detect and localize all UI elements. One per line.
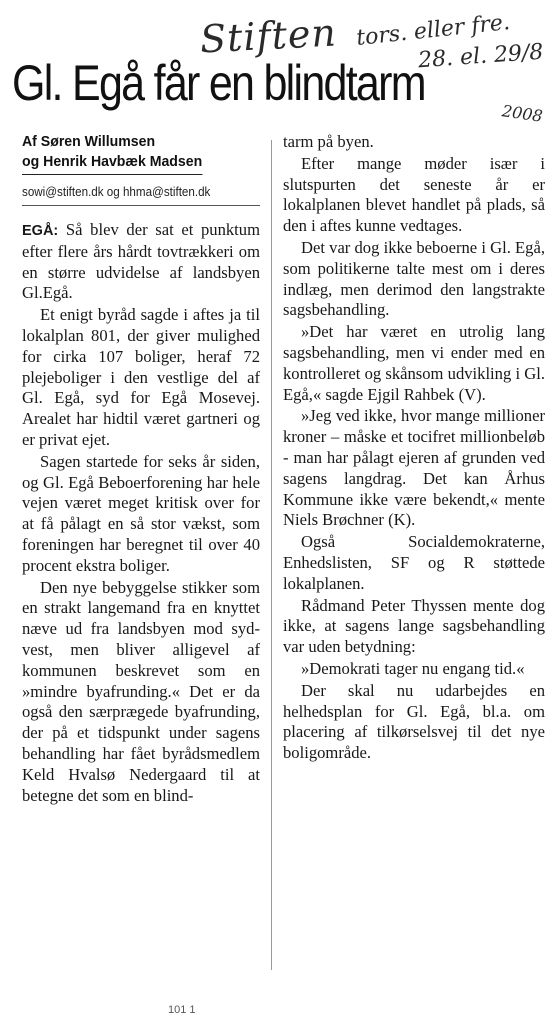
handwritten-day: tors. eller fre. <box>355 10 512 51</box>
paragraph-6: Det var dog ikke beboerne i Gl. Egå, som politikerne talte mest om i deres indlæg, men derimod den langstrakte sagsbehandling. <box>283 237 545 320</box>
paragraph-1-text: Så blev der sat et punktum efter flere års hårdt tovtrækkeri om en større udvidelse af landsbyen Gl.Egå. <box>22 220 260 303</box>
paragraph-9: Også Socialdemokraterne, Enhedslisten, SF og R støttede lokalplanen. <box>283 532 545 593</box>
author-emails: sowi@stiften.dk og hhma@stiften.dk <box>22 185 211 199</box>
column-right <box>283 132 545 765</box>
paragraph-4: Den nye bebyggelse stikker som en strakt langemand fra en knyttet næve ud fra landsbyen mod syd-vest, men bliver alligevel af kommunen beskrevet som en »mindre byafrunding.« Det er da også den særprægede byafrunding, der på et tidspunkt under sagens behandling har fået byrådsmedlem Keld Hvalsø Nedergaard til at betegne det som en blind- <box>22 577 260 805</box>
paragraph-4-continued: tarm på byen. <box>283 132 374 151</box>
paragraph-12: Der skal nu udarbejdes en helhedsplan for Gl. Egå, bl.a. om placering af tilkørselsvej til det nye boligområde. <box>283 680 545 763</box>
paragraph-5: Efter mange møder især i slutspurten det seneste år er lokalplanen blevet handlet på plads, så den i aftes kunne vedtages. <box>283 153 545 236</box>
paragraph-7: »Det har været en utrolig lang sagsbehandling, men vi ender med en kontrolleret og skånsom udvikling i Gl. Egå,« sagde Ejgil Rahbek (V). <box>283 322 545 404</box>
paragraph-1 <box>22 220 260 304</box>
column-left <box>22 132 260 807</box>
handwritten-year: 2008 <box>500 101 544 126</box>
headline: Gl. Egå får en blindtarm <box>12 55 425 111</box>
paragraph-2: Et enigt byråd sagde i aftes ja til lokalplan 801, der giver mulighed for cirka 107 boliger, heraf 72 plejeboliger i den vestlige del af Gl. Egå, syd for Egå Mosevej. Arealet har hidtil været gartneri og er privat ejet. <box>22 305 260 449</box>
paragraph-10: Rådmand Peter Thyssen mente dog ikke, at sagens lange sagsbehandling var uden betydning: <box>283 595 545 657</box>
dateline: EGÅ: <box>22 223 59 239</box>
paragraph-11: »Demokrati tager nu engang tid.« <box>301 658 525 678</box>
paragraph-8: »Jeg ved ikke, hvor mange millioner kroner – måske et tocifret millionbeløb - man har pålagt ejeren af grunden ved sagens langdrag. Det kan Århus Kommune ikke være bekendt,« mente Niels Brøchner (K). <box>283 406 545 530</box>
byline-rule <box>22 205 260 206</box>
column-divider <box>271 140 272 970</box>
handwritten-date: 28. el. 29/8 <box>417 39 545 74</box>
page-mark: 101 1 <box>168 1004 196 1016</box>
paragraph-3: Sagen startede for seks år siden, og Gl. Egå Beboerforening har hele vejen været meget kritisk over for at få pålagt en så stor vækst, som foreningen har beregnet til over 40 procent ekstra boliger. <box>22 451 260 575</box>
byline-author-1: Af Søren Willumsen <box>22 133 156 150</box>
byline-author-2: og Henrik Havbæk Madsen <box>22 152 202 175</box>
handwritten-paper-name: Stiften <box>198 10 338 62</box>
